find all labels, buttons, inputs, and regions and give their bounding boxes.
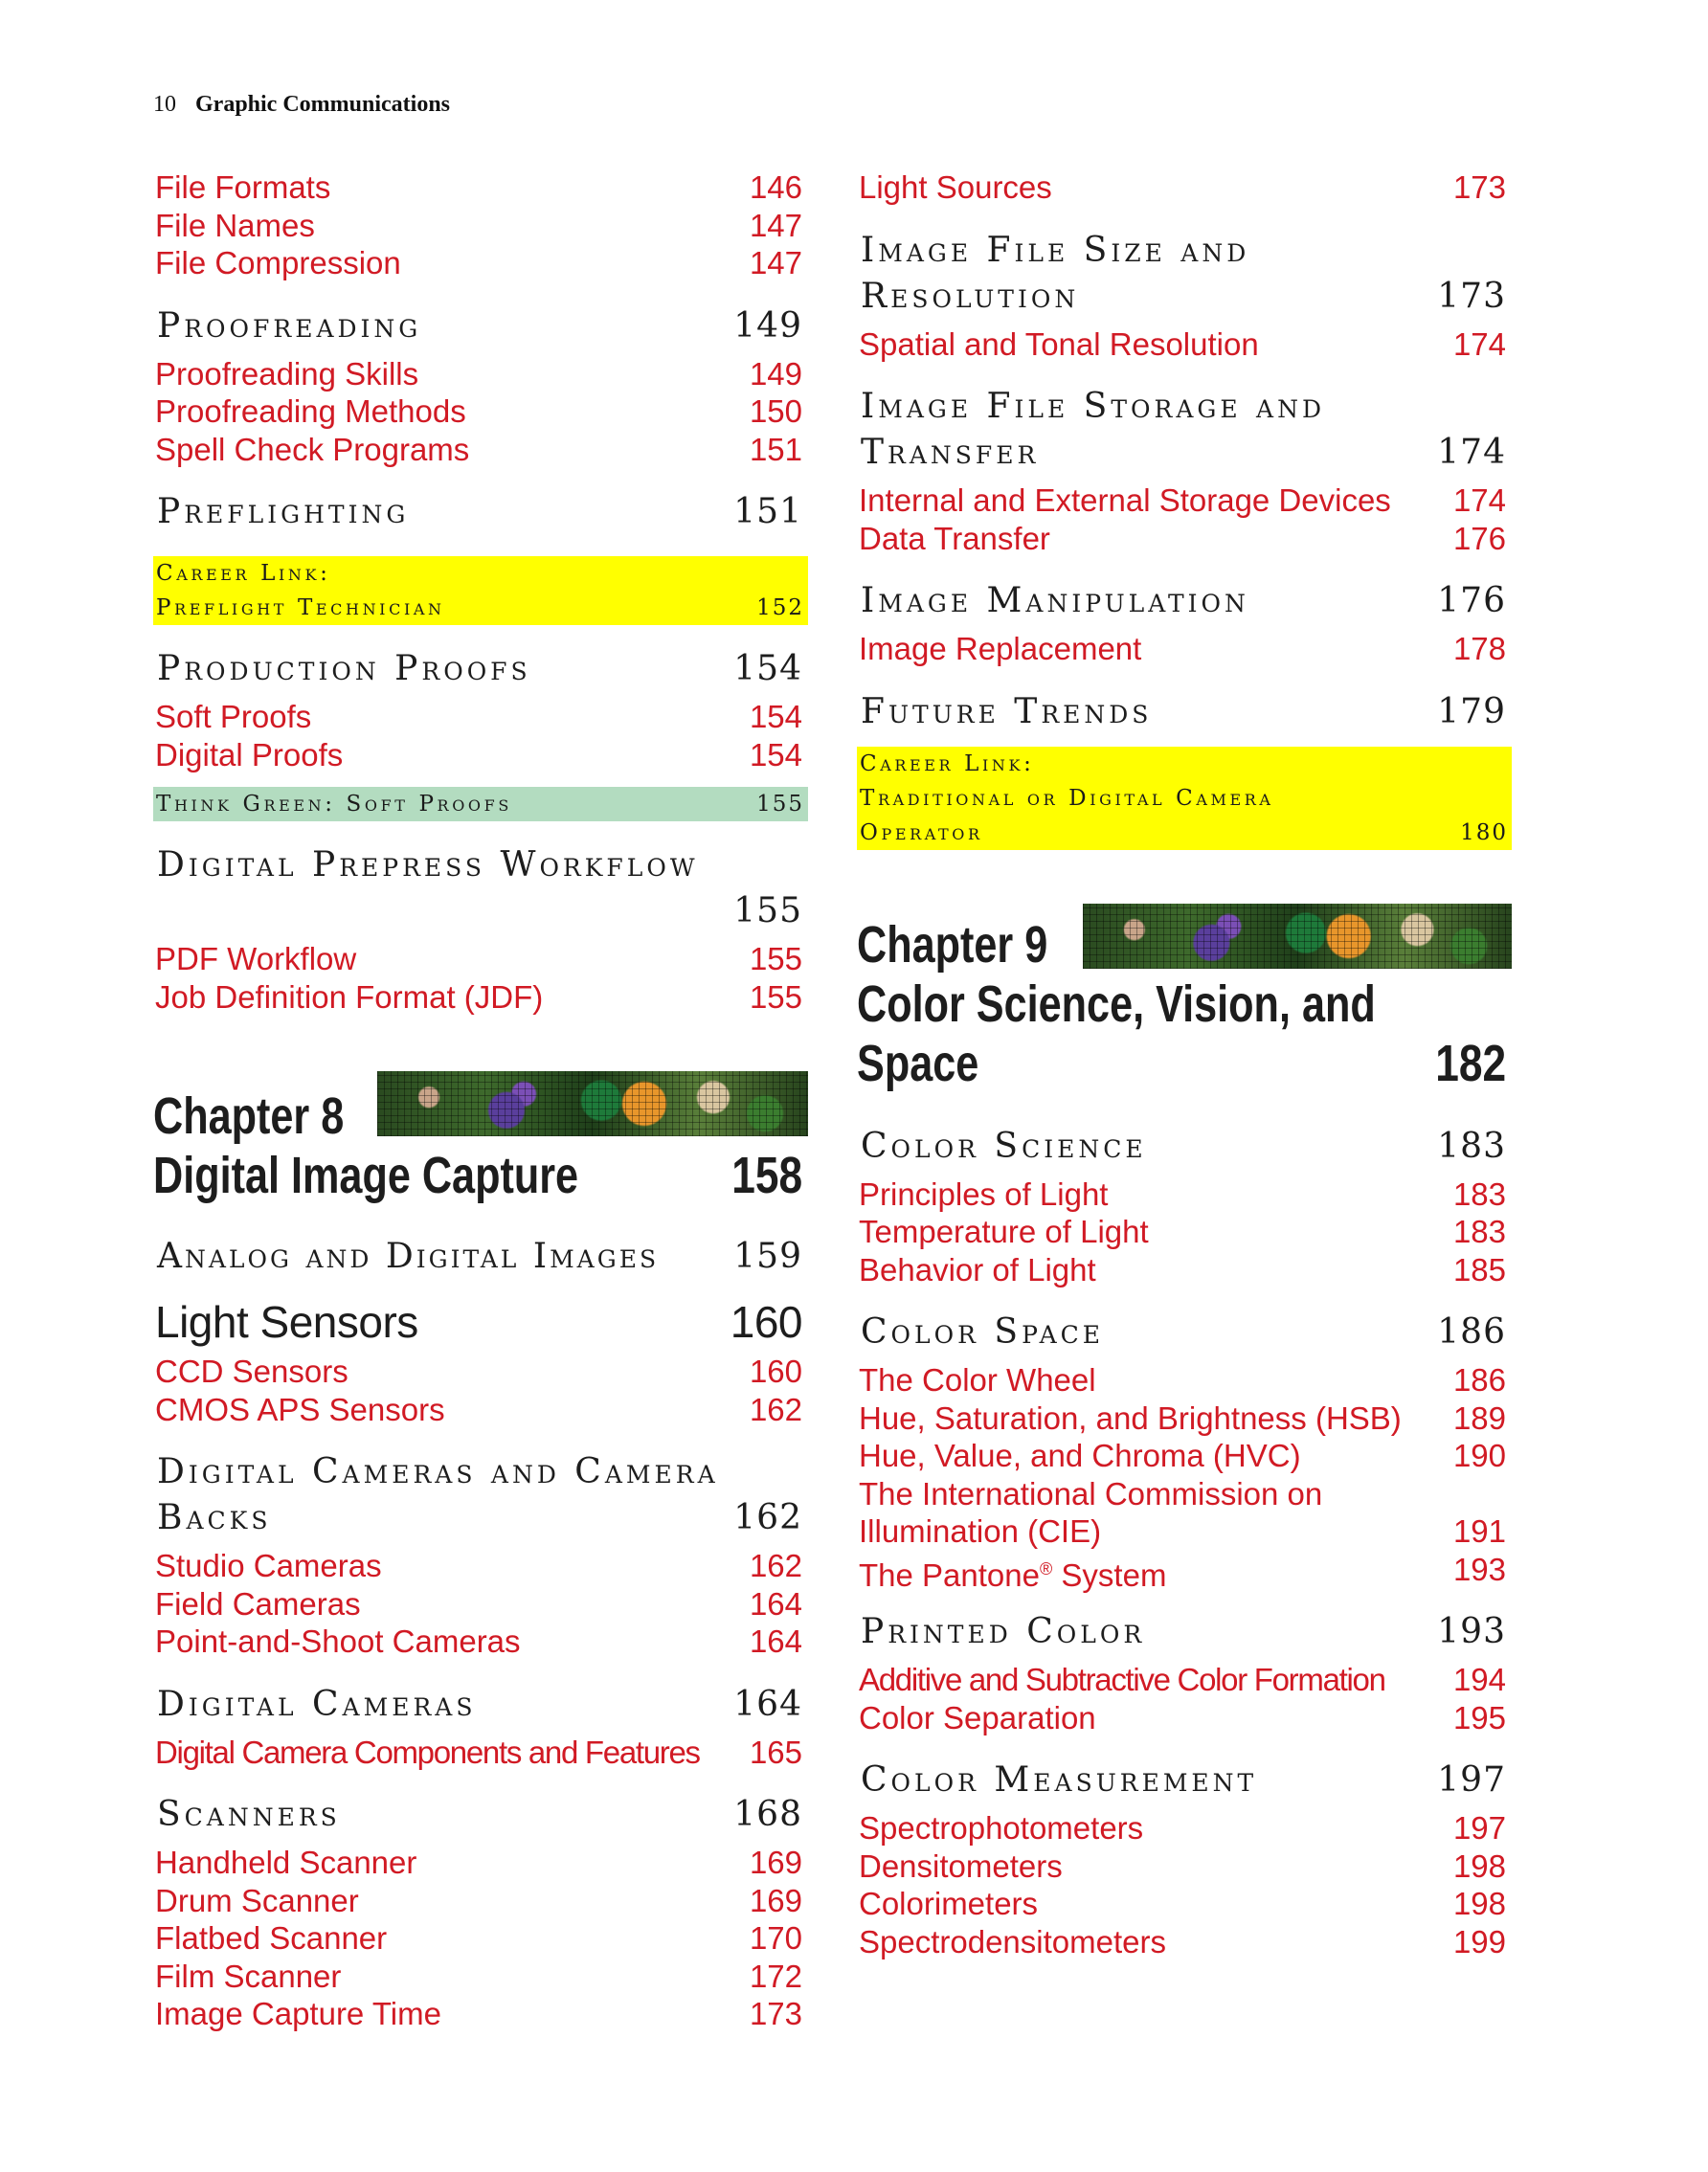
chapter-9-heading[interactable] xyxy=(857,904,1512,1093)
chapter-title: Space xyxy=(857,1034,979,1092)
section-heading-camera-backs[interactable]: Digital Cameras and Camera Backs 162 xyxy=(157,1452,802,1537)
toc-entry[interactable]: Image Capture Time 173 xyxy=(155,1996,802,2031)
toc-entry[interactable]: Digital Proofs 154 xyxy=(155,736,802,773)
toc-entry[interactable]: Field Cameras 164 xyxy=(155,1585,802,1622)
section-heading-analog-digital[interactable]: Analog and Digital Images 159 xyxy=(157,1237,802,1276)
chapter-title: Digital Image Capture xyxy=(153,1147,579,1204)
toc-column-left xyxy=(153,168,808,2033)
toc-entry[interactable]: File Formats 146 xyxy=(155,169,802,205)
toc-entry[interactable]: Additive and Subtractive Color Formation 194 xyxy=(859,1662,1506,1697)
section-heading-scanners[interactable]: Scanners 168 xyxy=(157,1795,802,1834)
section-heading-light-sensors[interactable]: Light Sensors 160 xyxy=(155,1297,802,1347)
toc-entry[interactable]: File Compression 147 xyxy=(155,245,802,280)
toc-entry[interactable]: Data Transfer 176 xyxy=(859,520,1506,556)
section-heading-printed-color[interactable]: Printed Color 193 xyxy=(861,1612,1506,1651)
toc-entry[interactable]: Temperature of Light 183 xyxy=(859,1214,1506,1249)
toc-entry[interactable]: Drum Scanner 169 xyxy=(155,1882,802,1918)
toc-entry[interactable]: Illumination (CIE) 191 xyxy=(859,1513,1506,1549)
toc-entry[interactable]: Hue, Saturation, and Brightness (HSB) 189 xyxy=(859,1399,1506,1436)
section-heading-production-proofs[interactable]: Production Proofs 154 xyxy=(157,649,802,688)
toc-entry[interactable]: Image Replacement 178 xyxy=(859,631,1506,666)
toc-entry[interactable]: Behavior of Light 185 xyxy=(859,1251,1506,1288)
section-heading-storage-transfer[interactable]: Image File Storage and Transfer 174 xyxy=(861,387,1506,472)
toc-entry[interactable]: Digital Camera Components and Features 165 xyxy=(155,1734,802,1770)
toc-entry[interactable]: The Pantone® System 193 xyxy=(859,1551,1506,1593)
page-number: 10 xyxy=(153,92,176,117)
toc-entry[interactable]: Color Separation 195 xyxy=(859,1699,1506,1735)
registered-mark: ® xyxy=(1039,1558,1053,1579)
toc-entry[interactable]: Colorimeters 198 xyxy=(859,1886,1506,1921)
running-head xyxy=(153,92,450,118)
toc-entry[interactable]: The Color Wheel 186 xyxy=(859,1362,1506,1398)
toc-entry[interactable]: CCD Sensors 160 xyxy=(155,1354,802,1389)
section-heading-proofreading[interactable]: Proofreading 149 xyxy=(157,305,802,346)
toc-entry[interactable]: Proofreading Methods 150 xyxy=(155,393,802,429)
toc-entry[interactable]: Handheld Scanner 169 xyxy=(155,1845,802,1880)
toc-entry[interactable]: File Names 147 xyxy=(155,207,802,243)
chapter-number: Chapter 9 xyxy=(857,915,1048,974)
toc-entry[interactable]: Principles of Light 183 xyxy=(859,1176,1506,1212)
chapter-number: Chapter 8 xyxy=(153,1087,345,1145)
toc-entry[interactable]: Point-and-Shoot Cameras 164 xyxy=(155,1623,802,1659)
toc-entry[interactable]: Internal and External Storage Devices 174 xyxy=(859,482,1506,518)
toc-entry[interactable]: Spatial and Tonal Resolution 174 xyxy=(859,325,1506,362)
think-green-callout[interactable]: Think Green: Soft Proofs 155 xyxy=(153,787,808,821)
toc-entry[interactable]: Job Definition Format (JDF) 155 xyxy=(155,978,802,1015)
career-link-callout[interactable]: Career Link: Preflight Technician 152 xyxy=(153,556,808,625)
book-title: Graphic Communications xyxy=(195,92,451,117)
toc-entry[interactable]: Densitometers 198 xyxy=(859,1847,1506,1884)
toc-entry[interactable]: Proofreading Skills 149 xyxy=(155,355,802,392)
career-link-callout[interactable]: Career Link: Traditional or Digital Camera Operator 180 xyxy=(857,747,1512,850)
section-heading-image-manipulation[interactable]: Image Manipulation 176 xyxy=(861,581,1506,620)
toc-entry[interactable]: Studio Cameras 162 xyxy=(155,1548,802,1583)
section-heading-color-measurement[interactable]: Color Measurement 197 xyxy=(861,1760,1506,1800)
chapter-title: Color Science, Vision, and xyxy=(857,974,1376,1033)
toc-entry[interactable]: Flatbed Scanner 170 xyxy=(155,1920,802,1956)
section-heading-color-space[interactable]: Color Space 186 xyxy=(861,1312,1506,1352)
toc-entry[interactable]: PDF Workflow 155 xyxy=(155,941,802,976)
toc-entry[interactable]: Spectrodensitometers 199 xyxy=(859,1923,1506,1959)
section-heading-prepress-workflow[interactable]: Digital Prepress Workflow 155 xyxy=(157,845,802,930)
toc-column-right xyxy=(857,168,1512,1960)
toc-entry[interactable]: CMOS APS Sensors 162 xyxy=(155,1391,802,1427)
section-heading-digital-cameras[interactable]: Digital Cameras 164 xyxy=(157,1684,802,1724)
toc-entry[interactable]: Hue, Value, and Chroma (HVC) 190 xyxy=(859,1438,1506,1473)
toc-entry[interactable]: Light Sources 173 xyxy=(859,169,1506,205)
section-heading-file-size-resolution[interactable]: Image File Size and Resolution 173 xyxy=(861,230,1506,316)
toc-entry[interactable]: Film Scanner 172 xyxy=(155,1958,802,1994)
chapter-8-heading[interactable] xyxy=(153,1071,808,1205)
toc-entry[interactable]: Spectrophotometers 197 xyxy=(859,1810,1506,1846)
section-heading-color-science[interactable]: Color Science 183 xyxy=(861,1126,1506,1166)
toc-entry[interactable]: Spell Check Programs 151 xyxy=(155,431,802,467)
toc-entry[interactable]: The International Commission on xyxy=(859,1475,1323,1511)
section-heading-preflighting[interactable]: Preflighting 151 xyxy=(157,492,802,531)
chapter-page: 158 xyxy=(731,1147,802,1204)
toc-entry[interactable]: Soft Proofs 154 xyxy=(155,699,802,734)
chapter-page: 182 xyxy=(1435,1034,1506,1092)
section-heading-future-trends[interactable]: Future Trends 179 xyxy=(861,691,1506,731)
